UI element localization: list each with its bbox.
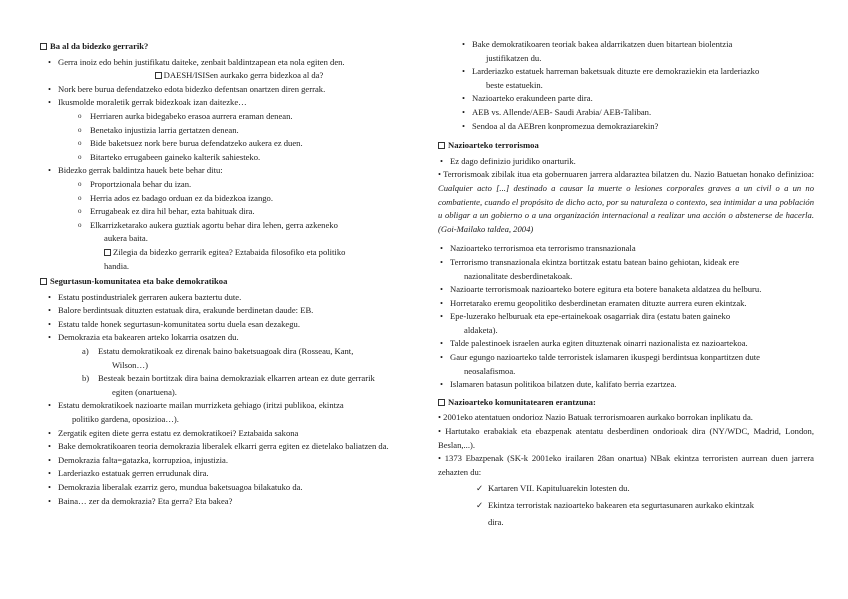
list-item: • Nazioarteko erakundeen parte dira. [462,93,593,104]
sub-list-item: o Bitarteko errugabeen gaineko kalterik sahiesteko. [78,151,261,162]
list-item-sub: DAESH/ISISen aurkako gerra bidezkoa al da? [40,69,420,83]
section-heading-response: Nazioarteko komunitatearen erantzuna: [438,396,814,410]
checked-item-cont: dira. [488,516,504,527]
checkmark-icon: ✓ [476,500,484,510]
list-item: • Terrorismo transnazionala ekintza bortitzak estatu batean baino gehiotan, kideak ere nazionalitate desberdinetakoak. [440,256,740,281]
sub-list-item: o Bide baketsuez nork bere burua defendatzeko aukera ez duen. [78,138,303,149]
list-item: • Gerra inoiz edo behin justifikatu daiteke, zenbait baldintzapean eta nola egiten den. [48,56,345,67]
list-item: • Epe-luzerako helburuak eta epe-ertainekoak osagarriak dira (estatu baten gaineko aldaketa). [440,311,731,335]
list-item: • Estatu talde honek segurtasun-komunitatea sortu duela esan dezakegu. [48,318,300,329]
sub-list-item: o Herria ados ez badago orduan ez da bidezkoa izango. [78,192,274,203]
right-column [438,38,814,529]
sub-list-item: o Errugabeak ez dira hil behar, ezta bahituak dira. [78,206,255,217]
sub-list-item: b) Besteak bezain bortitzak dira baina demokraziak elkarren artean ez dute gerrarik egiten (onartuena). [82,373,375,397]
list-item: • Nazioarteko terrorismoa eta terrorismo transnazionala [440,243,636,254]
checked-item: ✓ Ekintza terroristak nazioarteko bakearen eta segurtasunaren aurkako ekintzak [438,499,814,513]
checked-item: ✓ Kartaren VII. Kapituluarekin lotesten du. [438,482,814,496]
section-heading-terrorism: Nazioarteko terrorismoa [438,139,814,153]
list-item: • Balore berdintsuak dituzten estatuak dira, erakunde berdinetan daude: EB. [48,305,314,316]
list-item: • Gaur egungo nazioarteko talde terroristek islamaren ikuspegi berdintsua konpartitzen dute neosalafismoa. [440,352,760,376]
list-item: • Bake demokratikoaren teoriak bakea aldarrikatzen duen bitartean biolentzia justifikatzen du. [462,39,733,63]
list-item: • AEB vs. Allende/AEB- Saudi Arabia/ AEB-Taliban. [462,106,652,117]
list-item: • Bidezko gerrak baldintza hauek bete behar ditu: [48,165,223,176]
sub-list-item: o Elkarrizketarako aukera guztiak agortu behar dira lehen, gerra azkeneko aukera baita. Zilegia da bidezko gerrarik egitea? Eztabaida filosofiko eta politiko handia. [78,219,346,271]
left-column [40,40,420,508]
list-item: • Demokrazia eta bakearen arteko lokarria osatzen du. [48,332,239,343]
checkmark-icon: ✓ [476,483,484,494]
checkbox-icon [438,142,445,149]
sub-list-item: a) Estatu demokratikoak ez direnak baino baketsuagoak dira (Rosseau, Kant, Wilson…) [82,346,354,370]
list-item: • Larderiazko estatuak gerren errudunak dira. [48,468,209,479]
list-item: • Bake demokratikoaren teoria demokrazia liberalek elkarri gerra egiten ez dietelako baliatzen da. [48,441,389,452]
checkbox-icon [155,72,162,79]
list-item: • 2001eko atentatuen ondorioz Nazio Batuak terrorismoaren aurkako borrokan inplikatu da. [438,412,753,423]
list-item: • Larderiazko estatuek harreman baketsuak dituzte ere demokraziekin eta larderiazko beste estatuekin. [462,66,760,90]
definition-paragraph: • Terrorismoak zibilak itua eta gobernuaren jarrera aldaraztea bilatzen du. Nazio Batuetan honako definizioa: Cualquier acto [...] destinado a causar la muerte o lesiones corporales graves a un civil o a un no combatiente, cuando el propósito de dicho acto, por su naturaleza o contexto, sea intimidar a una población u obligar a un gobierno o a una organización internacional a realizar una acción o abstenerse de hacerla. (Goi-Mailako taldea, 2004) [438,169,814,234]
list-item: • Ez dago definizio juridiko onarturik. [440,155,576,166]
list-item: • Baina… zer da demokrazia? Eta gerra? Eta bakea? [48,495,233,506]
list-item: • Nork bere burua defendatzeko edota bidezko defentsan onartzen diren gerrak. [48,83,326,94]
checkbox-icon [40,278,47,285]
list-item: • Horretarako eremu geopolitiko desberdinetan eramaten dituzte aurrera euren ekintzak. [440,297,747,308]
list-item: • Zergatik egiten diete gerra estatu ez demokratikoei? Eztabaida sakona [48,427,299,438]
sub-list-item: o Benetako injustizia larria gertatzen denean. [78,124,239,135]
section-heading-just-war: Ba al da bidezko gerrarik? [40,40,420,54]
list-item: • Talde palestinoek israelen aurka egiten dituztenak oinarri nazionalista ez nazioartekoa. [440,338,748,349]
checkbox-icon [104,249,111,256]
section-heading-security-community: Segurtasun-komunitatea eta bake demokratikoa [40,275,420,289]
list-item: • Estatu postindustrialek gerraren aukera baztertu dute. [48,291,242,302]
list-item: • Demokrazia liberalak ezarriz gero, mundua baketsuagoa bilakatuko da. [48,482,303,492]
list-item: • Ikusmolde moraletik gerrak bidezkoak izan daitezke… [48,97,247,108]
list-item: • Nazioarte terrorismoak nazioarteko botere egitura eta botere banaketa aldatzea du helburu. [440,284,762,295]
checkbox-icon [40,43,47,50]
list-item: • 1373 Ebazpenak (SK-k 2001eko irailaren 28an onartua) NBak ekintza terroristen aurrean duen jarrera zehazten du: [438,453,814,477]
sub-list-item: o Proportzionala behar du izan. [78,178,192,189]
sub-list-item: o Herriaren aurka bidegabeko erasoa aurrera eraman denean. [78,110,293,121]
list-item: • Hartutako erabakiak eta ebazpenak atentatu desberdinen ondorioak dira (NY/WDC, Madrid, London, Beslan,...). [438,426,814,450]
list-item: • Islamaren batasun politikoa bilatzen dute, kalifato berria ezartzea. [440,379,677,390]
list-item: • Estatu demokratikoek nazioarte mailan murrizketa gehiago (iritzi publikoa, ekintza politiko gardena, oposizioa…). [48,400,344,425]
list-item: • Sendoa al da AEBren konpromezua demokraziarekin? [462,120,659,131]
list-item: • Demokrazia falta=gatazka, korrupzioa, injustizia. [48,454,228,465]
checkbox-icon [438,399,445,406]
